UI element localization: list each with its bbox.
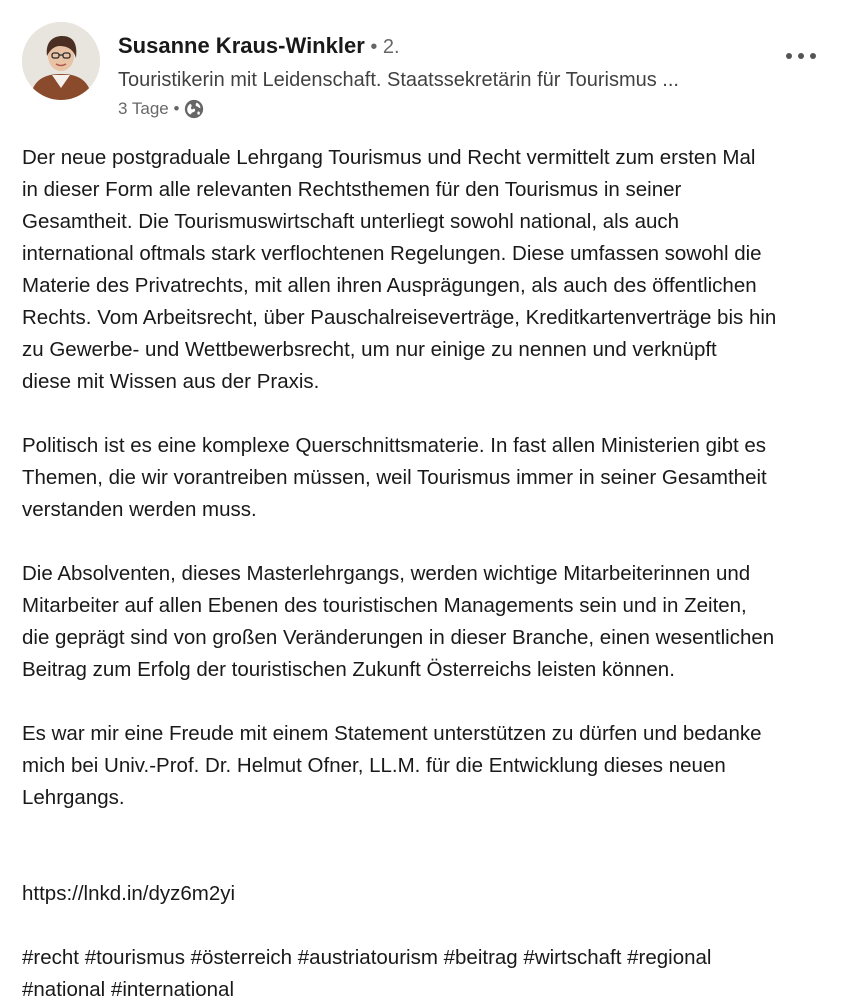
hashtag[interactable]: #österreich — [190, 946, 293, 969]
post-time: 3 Tage • — [118, 99, 180, 118]
hashtag[interactable]: #international — [110, 978, 235, 1001]
more-horizontal-icon — [781, 50, 821, 62]
author-headline: Touristikerin mit Leidenschaft. Staatssekretärin für Tourismus ... — [118, 69, 679, 91]
hashtag[interactable]: #wirtschaft — [523, 946, 622, 969]
post-paragraph: Politisch ist es eine komplexe Querschnittsmaterie. In fast allen Ministerien gibt es Themen, die wir vorantreiben müssen, weil Tourismus immer in seiner Gesamtheit verstanden werden muss. — [22, 434, 767, 521]
post-paragraph: Die Absolventen, dieses Masterlehrgangs, werden wichtige Mitarbeiterinnen und Mitarbeiter auf allen Ebenen des touristischen Managements sein und in Zeiten, die geprägt sind von großen Veränderungen in dieser Branche, einen wesentlichen Beitrag zum Erfolg der touristischen Zukunft Österreichs leisten können. — [22, 562, 775, 681]
globe-icon — [183, 98, 205, 120]
hashtag[interactable]: #beitrag — [443, 946, 518, 969]
post-link-paragraph — [22, 846, 837, 910]
post-paragraph: Es war mir eine Freude mit einem Statement unterstützen zu dürfen und bedanke mich bei Univ.-Prof. Dr. Helmut Ofner, LL.M. für die Entwicklung dieses neuen Lehrgangs. — [22, 722, 762, 809]
more-options-button[interactable] — [777, 38, 825, 74]
hashtag[interactable]: #regional — [627, 946, 712, 969]
avatar[interactable] — [22, 22, 100, 100]
post-body — [22, 142, 837, 1006]
hashtag[interactable]: #national — [22, 978, 106, 1001]
hashtag[interactable]: #recht — [22, 946, 79, 969]
post-meta — [118, 97, 205, 121]
hashtag-list — [22, 942, 837, 1006]
hashtag[interactable]: #tourismus — [84, 946, 185, 969]
avatar-image — [22, 22, 100, 100]
author-name[interactable]: Susanne Kraus-Winkler — [118, 33, 365, 58]
author-name-row — [118, 32, 400, 61]
connection-degree: • 2. — [364, 36, 400, 58]
hashtag[interactable]: #austriatourism — [297, 946, 438, 969]
post-paragraph: Der neue postgraduale Lehrgang Tourismus und Recht vermittelt zum ersten Mal in dieser Form alle relevanten Rechtsthemen für den Tourismus in seiner Gesamtheit. Die Tourismuswirtschaft unterliegt sowohl national, als auch international oftmals stark verflochtenen Regelungen. Diese umfassen sowohl die Materie des Privatrechts, mit allen ihren Ausprägungen, als auch des öffentlichen Rechts. Vom Arbeitsrecht, über Pauschalreiseverträge, Kreditkartenverträge bis hin zu Gewerbe- und Wettbewerbsrecht, um nur einige zu nennen und verknüpft diese mit Wissen aus der Praxis. — [22, 146, 777, 393]
post-link[interactable]: https://lnkd.in/dyz6m2yi — [22, 882, 236, 905]
